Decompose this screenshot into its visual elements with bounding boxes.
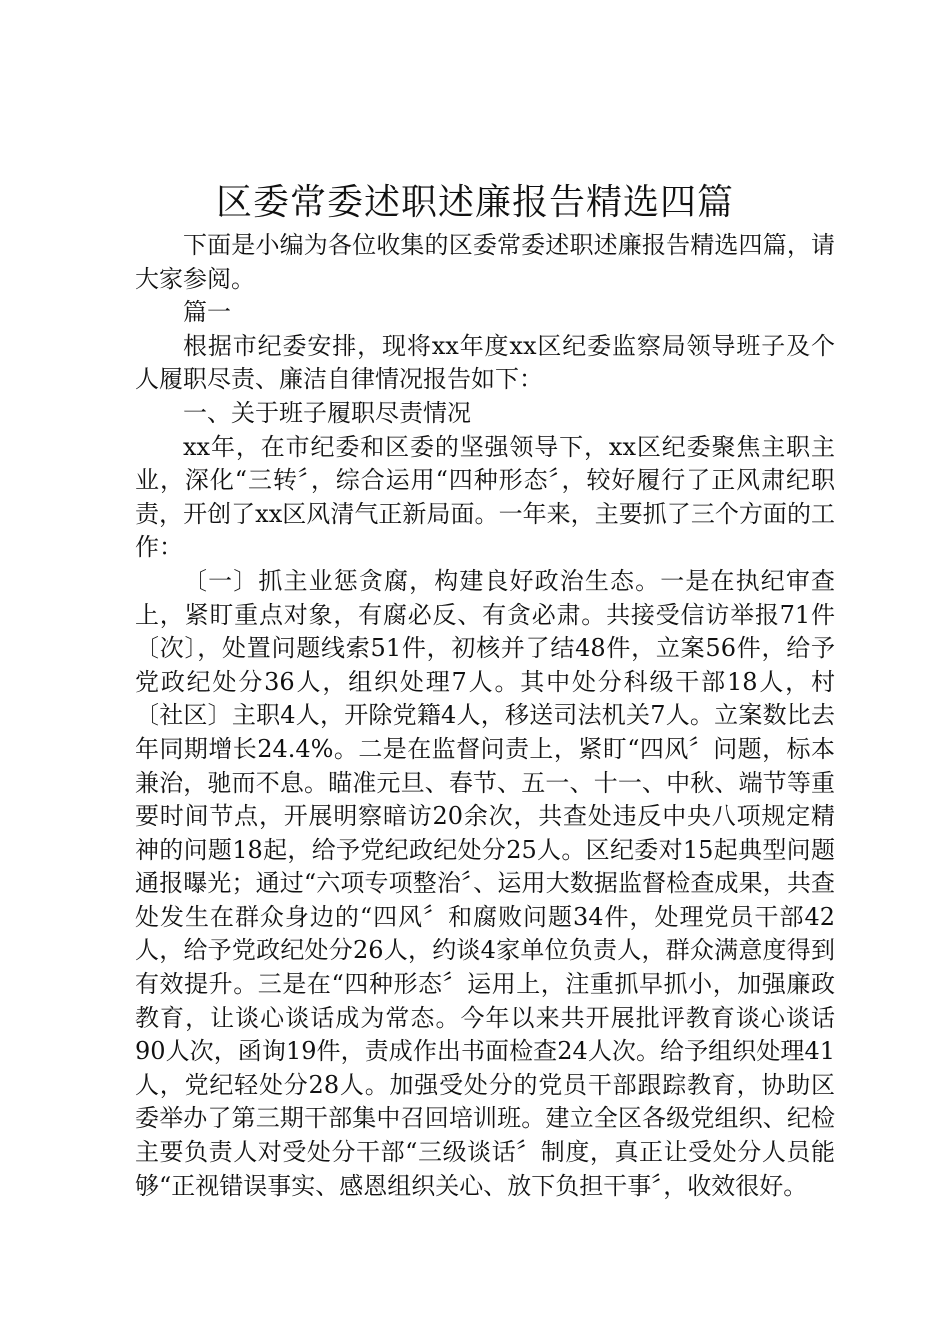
intro-paragraph: 下面是小编为各位收集的区委常委述职述廉报告精选四篇，请大家参阅。 (135, 231, 835, 293)
work-detail-paragraph: 〔一〕抓主业惩贪腐，构建良好政治生态。一是在执纪审查上，紧盯重点对象，有腐必反、有贪必肃。共接受信访举报71件〔次〕，处置问题线索51件，初核并了结48件，立案56件，给予党政纪处分36人，组织处理7人。其中处分科级干部18人，村〔社区〕主职4人，开除党籍4人，移送司法机关7人。立案数比去年同期增长24.4%。二是在监督问责上，紧盯“四风〞问题，标本兼治，驰而不息。瞄准元旦、春节、五一、十一、中秋、端节等重要时间节点，开展明察暗访20余次，共查处违反中央八项规定精神的问题18起，给予党纪政纪处分25人。区纪委对15起典型问题通报曝光；通过“六项专项整治〞、运用大数据监督检查成果，共查处发生在群众身边的“四风〞和腐败问题34件，处理党员干部42人，给予党政纪处分26人，约谈4家单位负责人，群众满意度得到有效提升。三是在“四种形态〞运用上，注重抓早抓小，加强廉政教育，让谈心谈话成为常态。今年以来共开展批评教育谈心谈话90人次，函询19件，责成作出书面检查24人次。给予组织处理41人，党纪轻处分28人。加强受处分的党员干部跟踪教育，协助区委举办了第三期干部集中召回培训班。建立全区各级党组织、纪检主要负责人对受处分干部“三级谈话〞制度，真正让受处分人员能够“正视错误事实、感恩组织关心、放下负担干事〞，收效很好。 (135, 566, 835, 1200)
summary-paragraph: xx年，在市纪委和区委的坚强领导下，xx区纪委聚焦主职主业，深化“三转〞，综合运用“四种形态〞，较好履行了正风肃纪职责，开创了xx区风清气正新局面。一年来，主要抓了三个方面的工作： (135, 432, 835, 562)
document-body (135, 229, 835, 1203)
report-opening-paragraph: 根据市纪委安排，现将xx年度xx区纪委监察局领导班子及个人履职尽责、廉洁自律情况报告如下： (135, 331, 835, 394)
document-title: 区委常委述职述廉报告精选四篇 (215, 182, 734, 223)
section-heading-part-one: 篇一 (183, 298, 231, 327)
subsection-heading: 一、关于班子履职尽责情况 (183, 398, 471, 427)
